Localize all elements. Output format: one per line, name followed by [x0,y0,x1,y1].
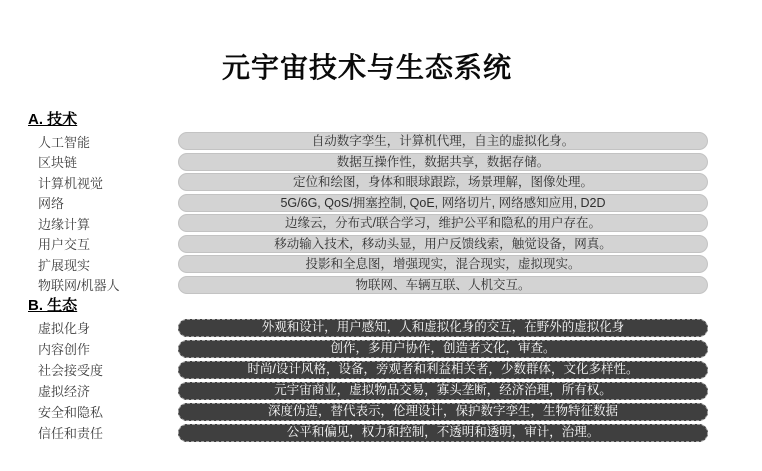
taxonomy-row [28,254,708,275]
row-bar: 时尚/设计风格，设备，旁观者和利益相关者，少数群体，文化多样性。 [178,361,708,379]
taxonomy-row [28,172,708,193]
taxonomy-row [28,317,708,338]
row-bar: 数据互操作性，数据共享，数据存储。 [178,153,708,171]
section-rows-ecosystem [28,317,708,443]
row-label: 区块链 [38,155,78,171]
taxonomy-row [28,275,708,296]
row-label: 虚拟化身 [38,321,91,336]
section-header-technology: A. 技术 [28,111,78,128]
taxonomy-row [28,401,708,422]
row-label: 用户交互 [38,237,91,253]
taxonomy-row [28,422,708,443]
row-bar: 创作，多用户协作，创造者文化，审查。 [178,340,708,358]
row-bar: 边缘云，分布式/联合学习，维护公平和隐私的用户存在。 [178,214,708,232]
row-label: 信任和责任 [38,426,104,441]
row-label: 虚拟经济 [38,384,91,399]
row-label: 物联网/机器人 [38,278,120,294]
figure-title: 元宇宙技术与生态系统 [221,52,512,83]
row-bar: 元宇宙商业，虚拟物品交易，寡头垄断，经济治理，所有权。 [178,382,708,400]
row-label: 扩展现实 [38,257,91,273]
row-label: 网络 [38,196,65,212]
taxonomy-row [28,131,708,152]
row-label: 安全和隐私 [38,405,104,420]
row-bar: 定位和绘图，身体和眼球跟踪，场景理解，图像处理。 [178,173,708,191]
row-label: 社会接受度 [38,363,104,378]
taxonomy-row [28,213,708,234]
row-bar: 外观和设计，用户感知，人和虚拟化身的交互，在野外的虚拟化身 [178,319,708,337]
row-label: 边缘计算 [38,216,91,232]
taxonomy-row [28,152,708,173]
section-rows-technology [28,131,708,295]
taxonomy-row [28,338,708,359]
row-bar: 自动数字孪生，计算机代理，自主的虚拟化身。 [178,132,708,150]
row-bar: 投影和全息图，增强现实，混合现实，虚拟现实。 [178,255,708,273]
row-label: 计算机视觉 [38,175,104,191]
taxonomy-row [28,359,708,380]
taxonomy-row [28,234,708,255]
row-bar: 公平和偏见，权力和控制，不透明和透明，审计，治理。 [178,424,708,442]
section-header-ecosystem: B. 生态 [28,297,78,314]
taxonomy-row [28,193,708,214]
row-bar: 深度伪造，替代表示，伦理设计，保护数字孪生，生物特征数据 [178,403,708,421]
row-label: 内容创作 [38,342,91,357]
row-bar: 物联网、车辆互联、人机交互。 [178,276,708,294]
taxonomy-content [28,109,708,443]
row-bar: 移动输入技术，移动头显，用户反馈线索，触觉设备，网真。 [178,235,708,253]
row-label: 人工智能 [38,134,91,150]
row-bar: 5G/6G, QoS/拥塞控制, QoE, 网络切片, 网络感知应用, D2D [178,194,708,212]
taxonomy-row [28,380,708,401]
